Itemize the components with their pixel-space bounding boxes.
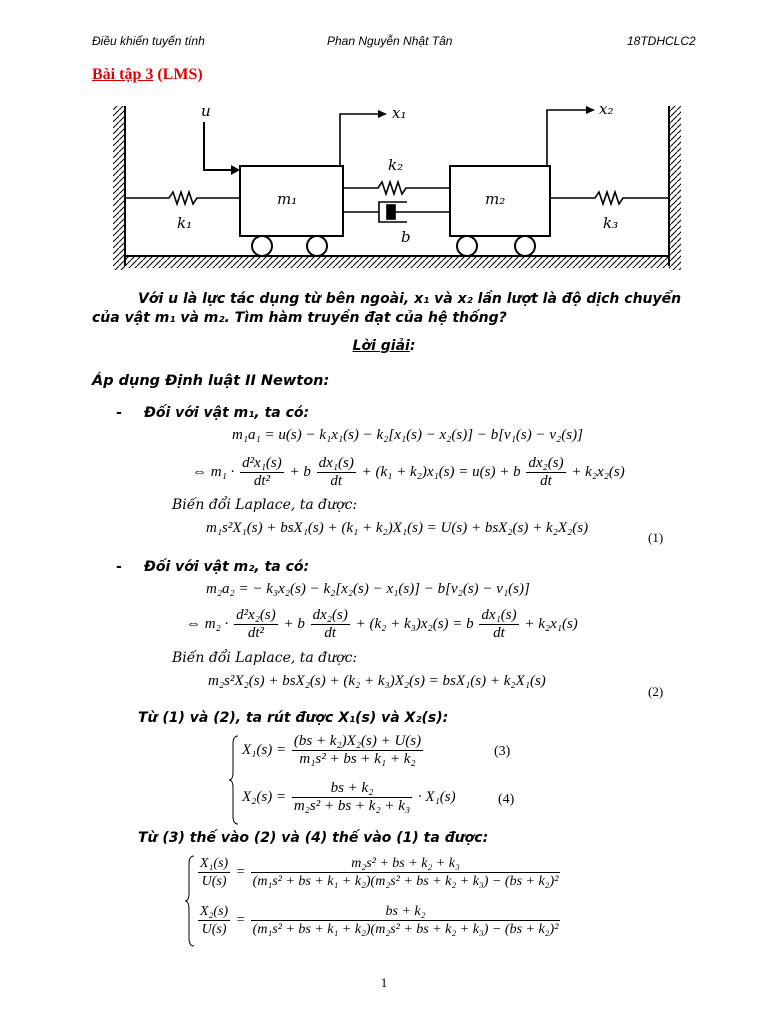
eq-number-4: (4): [498, 792, 515, 807]
header-right: 18TDHCLC2: [627, 34, 696, 48]
mass-2-laplace-eq: m₂s²X₂(s) + bsX₂(s) + (k₂ + k₃)X₂(s) = bsX₁(s) + k₂X₁(s): [208, 673, 546, 689]
spring-k1: [125, 192, 240, 204]
ground: [125, 256, 669, 268]
mass-1-laplace-label: Biến đổi Laplace, ta được:: [172, 497, 358, 513]
label-m1: m₁: [277, 190, 298, 208]
label-u: u: [201, 102, 211, 120]
damper-b: [343, 202, 450, 222]
right-wall: [669, 106, 681, 270]
label-x2: x₂: [599, 100, 614, 118]
label-k1: k₁: [177, 214, 193, 232]
eq-number-2: (2): [648, 684, 664, 699]
x1-arrow: [340, 114, 379, 166]
tf-x2-over-u: $\frac{\text{X₂(s)}}{U(s)}$ = $\frac{\text{bs + k₂}}{\text{(m₁s² + bs + k₁ + k₂)(m₂s² + bs + k₂ + k₃) − (bs + k₂)²}}$: [200, 904, 559, 937]
solution-heading: Lời giải:: [352, 338, 416, 354]
mass-1-wheel-right: [307, 236, 327, 256]
problem-statement: Với u là lực tác dụng từ bên ngoài, x₁ và x₂ lần lượt là độ dịch chuyển của vật m₁ và m₂. Tìm hàm truyền đạt của hệ thống?: [92, 291, 682, 326]
label-b: b: [401, 228, 411, 246]
mass-1-wheel-left: [252, 236, 272, 256]
derive-heading: Từ (1) và (2), ta rút được X₁(s) và X₂(s):: [138, 710, 449, 726]
system-brace-2: [184, 854, 196, 948]
mass-2-newton-eq: m₂a₂ = − k₃x₂(s) − k₂[x₂(s) − x₁(s)] − b[v₂(s) − v₁(s)]: [206, 581, 530, 597]
mass-1-bullet: - Đối với vật m₁, ta có:: [116, 405, 310, 421]
final-heading: Từ (3) thế vào (2) và (4) thế vào (1) ta được:: [138, 830, 489, 846]
solution-heading-text: Lời giải: [352, 338, 410, 354]
spring-k3: [550, 192, 669, 204]
x2-arrow: [547, 110, 587, 166]
label-x1: x₁: [392, 104, 407, 122]
mass-1-newton-eq: m₁a₁ = u(s) − k₁x₁(s) − k₂[x₁(s) − x₂(s)] − b[v₁(s) − v₂(s)]: [232, 427, 583, 443]
header-center: Phan Nguyễn Nhật Tân: [327, 34, 453, 48]
mass-2-wheel-right: [515, 236, 535, 256]
system-brace-1: [228, 734, 240, 826]
exercise-title: [92, 66, 203, 84]
newton-heading: Áp dụng Định luật II Newton:: [92, 373, 330, 389]
tf-x1-over-u: $\frac{\text{X₁(s)}}{U(s)}$ = $\frac{\text{m₂s² + bs + k₂ + k₃}}{\text{(m₁s² + bs + k₁ + k₂)(m₂s² + bs + k₂ + k₃) − (bs + k₂)²}}$: [200, 856, 559, 889]
x2-expression: X₂(s) = $\frac{\text{bs + k₂}}{\text{m₂s² + bs + k₂ + k₃}}$ · X₁(s): [242, 780, 456, 814]
mass-spring-damper-figure: [107, 98, 687, 278]
label-k3: k₃: [603, 214, 619, 232]
mass-2-wheel-left: [457, 236, 477, 256]
header-left: Điều khiển tuyến tính: [92, 34, 205, 48]
mass-2-diff-eq: ⇔ m₂ · $\frac{\text{d²x₂(s)}}{\text{dt²}}$ + b $\frac{\text{dx₂(s)}}{dt}$ + (k₂ + k₃)x₂(s) = b $\frac{\text{dx₁(s)}}{dt}$ + k₂x₁(s): [186, 607, 578, 641]
force-u-arrow: [204, 122, 233, 170]
spring-k2: [343, 182, 450, 194]
page-number: 1: [380, 975, 388, 990]
label-k2: k₂: [388, 156, 404, 174]
eq-number-3: (3): [494, 744, 511, 759]
x1-expression: X₁(s) = $\frac{\text{(bs + k₂)X₂(s) + U(s)}}{\text{m₁s² + bs + k₁ + k₂}}$: [242, 733, 422, 767]
exercise-title-main: Bài tập 3: [92, 66, 154, 83]
mass-2-laplace-label: Biến đổi Laplace, ta được:: [172, 650, 358, 666]
mass-2-bullet: - Đối với vật m₂, ta có:: [116, 559, 310, 575]
left-wall: [113, 106, 125, 270]
label-m2: m₂: [485, 190, 506, 208]
mass-1-laplace-eq: m₁s²X₁(s) + bsX₁(s) + (k₁ + k₂)X₁(s) = U(s) + bsX₂(s) + k₂X₂(s): [206, 520, 589, 536]
exercise-title-suffix: (LMS): [153, 66, 203, 83]
mass-1-diff-eq: ⇔ m₁ · $\frac{\text{d²x₁(s)}}{\text{dt²}}$ + b $\frac{\text{dx₁(s)}}{dt}$ + (k₁ + k₂)x₁(s) = u(s) + b $\frac{\text{dx₂(s)}}{dt}$ + k₂x₂(s): [192, 455, 625, 489]
eq-number-1: (1): [648, 530, 664, 545]
